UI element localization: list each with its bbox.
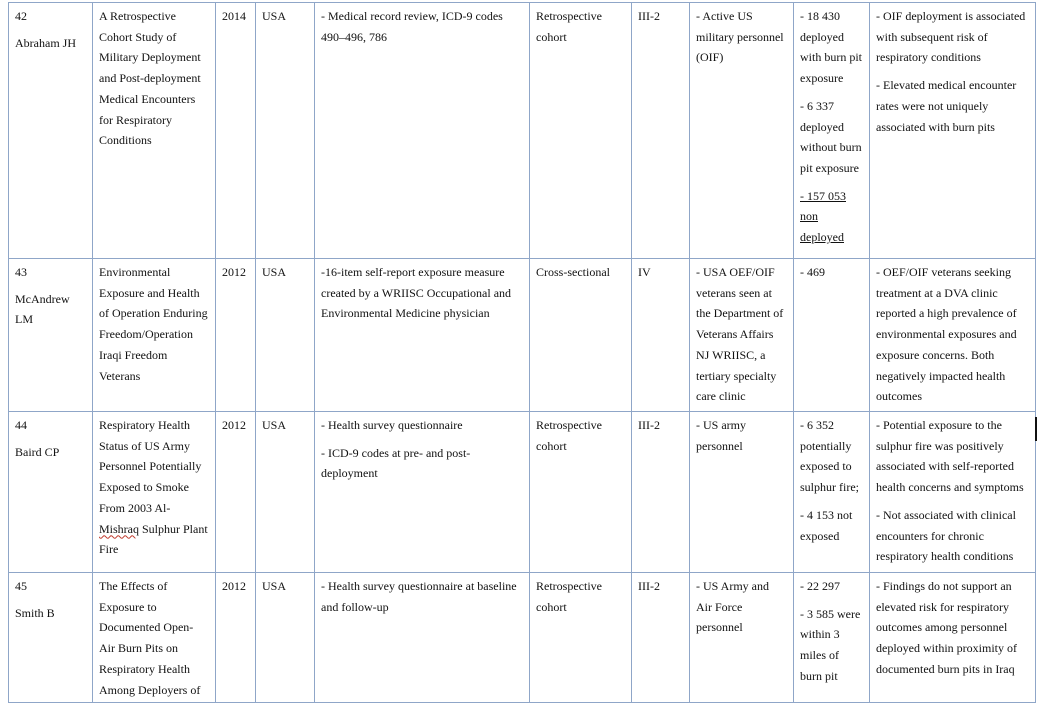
table-row <box>9 259 1036 412</box>
study-id-cell <box>9 3 93 259</box>
outcomes-cell <box>870 412 1036 573</box>
study-id-cell <box>9 412 93 573</box>
country-cell <box>256 3 315 259</box>
country: USA <box>262 418 287 432</box>
method-item: - Health survey questionnaire <box>321 418 463 432</box>
sample-item: - 4 153 not exposed <box>800 507 853 543</box>
outcomes-cell <box>870 3 1036 259</box>
table-row <box>9 412 1036 573</box>
design-cell <box>530 3 632 259</box>
evidence-level-cell <box>632 573 690 703</box>
study-design: Retrospective cohort <box>536 418 602 453</box>
outcome-item: - Potential exposure to the sulphur fire was positively associated with self-reported health concerns and symptoms <box>876 418 1024 495</box>
population-cell <box>690 412 794 573</box>
outcome-item: - Elevated medical encounter rates were not uniquely associated with burn pits <box>876 78 1017 134</box>
year: 2014 <box>222 9 246 23</box>
sample-item: - 6 337 deployed without burn pit exposure <box>800 98 862 175</box>
outcomes-cell <box>870 573 1036 703</box>
outcome-item: - OEF/OIF veterans seeking treatment at a DVA clinic reported a high prevalence of environmental exposures and exposure concerns. Both negatively impacted health outcomes <box>876 265 1017 404</box>
population: - US Army and Air Force personnel <box>696 579 769 635</box>
country-cell <box>256 412 315 573</box>
methods-cell <box>315 573 530 703</box>
title-cell <box>93 412 216 573</box>
outcome-item: - Not associated with clinical encounters for chronic respiratory health conditions <box>876 507 1016 564</box>
methods-cell <box>315 412 530 573</box>
study-number: 45 <box>15 579 27 593</box>
year: 2012 <box>222 265 246 279</box>
design-cell <box>530 573 632 703</box>
study-id-cell <box>9 573 93 703</box>
title-cell <box>93 3 216 259</box>
sample-item: - 469 <box>800 265 825 279</box>
author-name: McAndrew LM <box>15 291 70 327</box>
population: - Active US military personnel (OIF) <box>696 9 784 65</box>
methods-cell <box>315 259 530 412</box>
evidence-level: III-2 <box>638 579 660 593</box>
country-cell <box>256 573 315 703</box>
title-text: Sulphur Plant Fire <box>99 521 208 557</box>
outcome-item: - OIF deployment is associated with subsequent risk of respiratory conditions <box>876 9 1026 65</box>
title-cell <box>93 573 216 703</box>
study-number: 42 <box>15 9 27 23</box>
study-id-cell <box>9 259 93 412</box>
evidence-level: III-2 <box>638 9 660 23</box>
study-number: 44 <box>15 418 27 432</box>
population: - USA OEF/OIF veterans seen at the Department of Veterans Affairs NJ WRIISC, a tertiary specialty care clinic <box>696 265 784 404</box>
year: 2012 <box>222 579 246 593</box>
evidence-level-cell <box>632 3 690 259</box>
study-title: A Retrospective Cohort Study of Military Deployment and Post-deployment Medical Encounters for Respiratory Conditions <box>99 9 201 148</box>
evidence-level-cell <box>632 259 690 412</box>
sample-cell <box>794 3 870 259</box>
country: USA <box>262 265 287 279</box>
sample-item: - 18 430 deployed with burn pit exposure <box>800 9 862 86</box>
study-number: 43 <box>15 265 27 279</box>
study-design: Retrospective cohort <box>536 579 602 614</box>
sample-cell <box>794 259 870 412</box>
sample-cell <box>794 573 870 703</box>
outcome-item: - Findings do not support an elevated risk for respiratory outcomes among personnel deployed within proximity of documented burn pits in Iraq <box>876 579 1017 676</box>
population-cell <box>690 259 794 412</box>
study-title: Environmental Exposure and Health of Operation Enduring Freedom/Operation Iraqi Freedom Veterans <box>99 265 208 383</box>
method-item: - Health survey questionnaire at baseline and follow-up <box>321 579 517 614</box>
evidence-level: III-2 <box>638 418 660 432</box>
author-name: Baird CP <box>15 444 60 459</box>
population: - US army personnel <box>696 418 746 453</box>
evidence-level: IV <box>638 265 651 279</box>
year-cell <box>216 573 256 703</box>
text-cursor-mark <box>1035 417 1037 441</box>
title-cell <box>93 259 216 412</box>
design-cell <box>530 259 632 412</box>
sample-item: - 6 352 potentially exposed to sulphur fire; <box>800 418 859 495</box>
sample-cell <box>794 412 870 573</box>
method-item: -16-item self-report exposure measure created by a WRIISC Occupational and Environmental Medicine physician <box>321 265 512 321</box>
study-title <box>99 415 209 560</box>
study-design: Cross-sectional <box>536 265 610 279</box>
literature-review-table <box>8 2 1036 703</box>
study-title: The Effects of Exposure to Documented Open-Air Burn Pits on Respiratory Health Among Deployers of <box>99 579 201 697</box>
population-cell <box>690 573 794 703</box>
year: 2012 <box>222 418 246 432</box>
country: USA <box>262 9 287 23</box>
sample-item: - 22 297 <box>800 579 840 593</box>
study-design: Retrospective cohort <box>536 9 602 44</box>
author-name: Abraham JH <box>15 35 76 50</box>
methods-cell <box>315 3 530 259</box>
sample-item <box>800 186 863 248</box>
sample-count: - 157 053 non deployed <box>800 188 846 245</box>
year-cell <box>216 412 256 573</box>
year-cell <box>216 3 256 259</box>
method-item: - Medical record review, ICD-9 codes 490–496, 786 <box>321 9 503 44</box>
title-text: Respiratory Health Status of US Army Personnel Potentially Exposed to Smoke From 2003 Al- <box>99 418 202 515</box>
evidence-level-cell <box>632 412 690 573</box>
year-cell <box>216 259 256 412</box>
table-row <box>9 573 1036 703</box>
table-row <box>9 3 1036 259</box>
sample-item: - 3 585 were within 3 miles of burn pit <box>800 606 861 683</box>
spellcheck-flagged-word: Mishraq <box>99 521 139 536</box>
country-cell <box>256 259 315 412</box>
population-cell <box>690 3 794 259</box>
country: USA <box>262 579 287 593</box>
author-name: Smith B <box>15 605 55 620</box>
method-item: - ICD-9 codes at pre- and post-deployment <box>321 445 471 481</box>
design-cell <box>530 412 632 573</box>
outcomes-cell <box>870 259 1036 412</box>
